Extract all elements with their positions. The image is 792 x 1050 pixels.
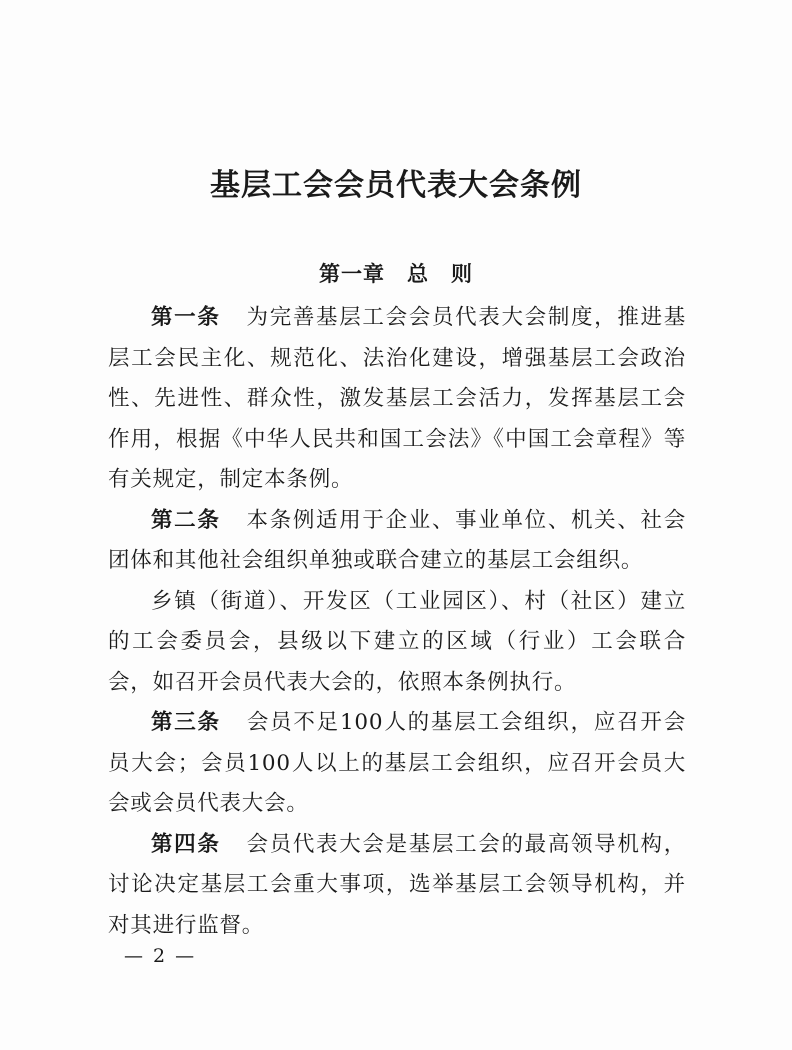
article-label: 第一条 <box>151 305 221 330</box>
article-2-continuation-paragraph <box>108 582 686 704</box>
article-label: 第四条 <box>151 831 221 857</box>
article-text: 乡镇（街道）、开发区（工业园区）、村（社区）建立的工会委员会，县级以下建立的区域（行业）工会联合会，如召开会员代表大会的，依照本条例执行。 <box>108 588 686 695</box>
article-text: 会员不足100人的基层工会组织，应召开会员大会；会员100人以上的基层工会组织，应召开会员大会或会员代表大会。 <box>108 710 686 816</box>
article-text: 会员代表大会是基层工会的最高领导机构，讨论决定基层工会重大事项，选举基层工会领导机构，并对其进行监督。 <box>108 831 686 938</box>
article-label: 第三条 <box>151 710 221 735</box>
document-body <box>108 298 686 946</box>
article-text: 本条例适用于企业、事业单位、机关、社会团体和其他社会组织单独或联合建立的基层工会组织。 <box>108 507 686 573</box>
article-text: 为完善基层工会会员代表大会制度，推进基层工会民主化、规范化、法治化建设，增强基层工会政治性、先进性、群众性，激发基层工会活力，发挥基层工会作用，根据《中华人民共和国工会法》《中国工会章程》等有关规定，制定本条例。 <box>108 305 686 492</box>
article-2-paragraph <box>108 501 686 582</box>
article-label: 第二条 <box>151 507 221 533</box>
article-1-paragraph <box>108 298 686 501</box>
chapter-heading: 第一章 总 则 <box>319 262 473 286</box>
page-number: — 2 — <box>124 945 197 967</box>
article-3-paragraph <box>108 703 686 825</box>
article-4-paragraph <box>108 825 686 947</box>
document-title: 基层工会会员代表大会条例 <box>210 168 582 203</box>
